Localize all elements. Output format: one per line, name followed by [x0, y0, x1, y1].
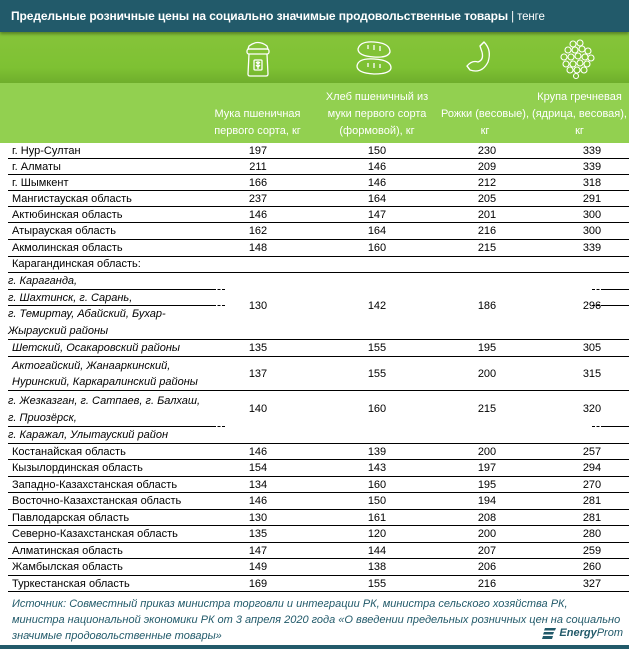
price-horns: 200 [477, 528, 497, 540]
price-flour: 146 [248, 208, 268, 221]
table-row [8, 175, 629, 191]
price-horns: 200 [477, 367, 497, 380]
price-horns: 205 [477, 192, 497, 205]
column-header-row [0, 83, 629, 143]
region-name: Жамбылская область [12, 561, 123, 573]
table-row [8, 391, 629, 444]
table-row [8, 207, 629, 223]
price-horns: 195 [477, 342, 497, 354]
price-buckwheat: 300 [582, 208, 602, 221]
subregion-line: г. Каражал, Улытауский район [8, 429, 169, 441]
subregion-line: г. Жезказган, г. Сатпаев, г. Балхаш, [8, 395, 201, 407]
price-bread: 155 [367, 342, 387, 354]
table-row [8, 559, 629, 576]
region-name: Мангистауская область [12, 192, 132, 205]
price-flour: 134 [248, 478, 268, 491]
region-name: Атырауская область [12, 225, 116, 237]
price-flour: 154 [248, 462, 268, 474]
subregion-line: г. Шахтинск, г. Сарань, [8, 292, 133, 304]
region-name: Павлодарская область [12, 511, 130, 524]
price-flour: 148 [248, 242, 268, 254]
price-horns: 212 [477, 176, 497, 189]
price-bread: 139 [367, 445, 387, 458]
logo-text: Prom [596, 627, 623, 639]
region-name: Туркестанская область [12, 577, 130, 590]
region-name: Кызылординская область [12, 462, 143, 474]
price-bread: 146 [367, 176, 387, 189]
unit-label: | тенге [508, 11, 545, 23]
region-name: Актюбинская область [12, 208, 123, 221]
price-flour: 135 [248, 342, 268, 354]
price-bread: 161 [367, 511, 387, 524]
column-header-bread: Хлеб пшеничный из муки первого сорта (формовой), кг [325, 91, 429, 137]
region-name: Карагандинская область: [12, 258, 141, 270]
table-row [8, 526, 629, 543]
price-buckwheat: 320 [582, 403, 602, 415]
price-flour: 211 [249, 160, 267, 173]
price-horns: 216 [477, 225, 497, 237]
price-buckwheat: 257 [582, 445, 602, 458]
price-buckwheat: 327 [582, 577, 602, 590]
price-flour: 162 [248, 225, 268, 237]
subregion-line: Жырауский районы [8, 325, 109, 337]
energyprom-logo [542, 627, 623, 639]
price-buckwheat: 339 [582, 160, 602, 173]
table-row [8, 477, 629, 493]
price-flour: 135 [248, 528, 268, 540]
price-flour: 130 [248, 511, 268, 524]
price-bread: 146 [367, 160, 387, 173]
buckwheat-icon [555, 36, 599, 80]
subregion-line: г. Темиртау, Абайский, Бухар- [8, 308, 166, 320]
region-name: Восточно-Казахстанская область [12, 495, 182, 507]
price-buckwheat: 280 [582, 528, 602, 540]
price-buckwheat: 300 [582, 225, 602, 237]
region-name: Шетский, Осакаровский районы [12, 342, 181, 354]
price-buckwheat: 260 [582, 561, 602, 573]
table-row [8, 223, 629, 240]
price-flour: 166 [248, 176, 268, 189]
price-horns: 195 [477, 478, 497, 491]
price-bread: 147 [367, 208, 387, 221]
table-row [8, 543, 629, 559]
price-buckwheat: 339 [582, 242, 602, 254]
price-bread: 143 [367, 462, 387, 474]
price-horns: 197 [477, 462, 497, 474]
region-name: Западно-Казахстанская область [12, 478, 178, 491]
region-name: Алматинская область [12, 544, 123, 557]
price-flour: 149 [248, 561, 268, 573]
price-buckwheat: 339 [582, 144, 602, 157]
price-buckwheat: 305 [582, 342, 602, 354]
macaroni-icon [458, 36, 502, 80]
price-flour: 130 [248, 300, 268, 312]
title-bar [0, 0, 629, 32]
price-horns: 209 [477, 160, 497, 173]
price-flour: 197 [248, 144, 268, 157]
table-row [8, 240, 629, 257]
price-bread: 164 [367, 225, 387, 237]
region-name: Северно-Казахстанская область [12, 528, 178, 540]
subregion-line: Актогайский, Жанааркинский, [12, 360, 171, 372]
price-horns: 215 [477, 242, 497, 254]
region-name: г. Нур-Султан [12, 144, 81, 157]
price-horns: 230 [477, 144, 497, 157]
price-horns: 186 [477, 300, 497, 312]
price-horns: 201 [477, 208, 497, 221]
table-row [8, 576, 629, 592]
subregion-line: г. Приозёрск, [8, 412, 77, 424]
table-row [8, 357, 629, 391]
bread-icon [352, 36, 396, 80]
price-bread: 155 [367, 577, 387, 590]
price-horns: 207 [477, 544, 497, 557]
price-horns: 200 [477, 445, 497, 458]
price-bread: 150 [367, 495, 387, 507]
price-bread: 120 [367, 528, 387, 540]
price-bread: 160 [367, 403, 387, 415]
table-row [8, 510, 629, 526]
column-header-buckwheat: Крупа гречневая (ядрица, весовая), кг [532, 91, 627, 137]
price-bread: 160 [367, 478, 387, 491]
price-buckwheat: 315 [582, 367, 602, 380]
price-bread: 160 [367, 242, 387, 254]
table-row [8, 444, 629, 460]
price-buckwheat: 296 [582, 300, 602, 312]
subregion-line: Нуринский, Каркаралинский районы [12, 376, 198, 388]
subregion-line: г. Караганда, [8, 275, 78, 287]
table-row [8, 256, 629, 273]
bottom-bar [0, 645, 629, 649]
price-flour: 146 [248, 495, 268, 507]
price-buckwheat: 294 [582, 462, 602, 474]
price-horns: 194 [477, 495, 497, 507]
price-bread: 138 [367, 561, 387, 573]
logo-mark-icon [542, 628, 556, 639]
price-horns: 206 [477, 561, 497, 573]
price-buckwheat: 259 [582, 544, 602, 557]
page-title [11, 9, 545, 23]
region-name: Акмолинская область [12, 242, 123, 254]
price-bread: 164 [367, 192, 387, 205]
table-row [8, 273, 629, 340]
price-flour: 237 [248, 192, 268, 205]
table-row [8, 460, 629, 477]
price-flour: 147 [248, 544, 268, 557]
price-buckwheat: 270 [582, 478, 602, 491]
column-header-flour: Мука пшеничная первого сорта, кг [214, 108, 301, 137]
price-flour: 140 [248, 403, 268, 415]
price-buckwheat: 318 [582, 176, 602, 189]
price-bread: 144 [367, 544, 387, 557]
table-row [8, 340, 629, 357]
table-row [8, 159, 629, 175]
region-name: г. Алматы [12, 160, 61, 173]
price-buckwheat: 281 [582, 511, 602, 524]
price-flour: 146 [248, 445, 268, 458]
price-bread: 155 [367, 367, 387, 380]
price-flour: 137 [248, 367, 268, 380]
title-text: Предельные розничные цены на социально значимые продовольственные товары [11, 9, 508, 23]
region-name: Костанайская область [12, 445, 126, 458]
price-bread: 150 [367, 144, 387, 157]
price-horns: 216 [477, 577, 497, 590]
price-horns: 208 [477, 511, 497, 524]
price-horns: 215 [477, 403, 497, 415]
logo-text-bold: Energy [559, 627, 597, 639]
table-row [8, 191, 629, 207]
price-flour: 169 [248, 577, 268, 590]
table-row [8, 143, 629, 159]
source-note: Источник: Совместный приказ министра торговли и интеграции РК, министра сельского хозяйства РК, министра национальной экономики РК от 3 апреля 2020 года «О введении предельных розничных цен на социально значимые продовольственные товары» [12, 598, 621, 642]
flour-sack-icon [236, 36, 280, 80]
icon-band [0, 32, 629, 83]
price-buckwheat: 291 [582, 192, 602, 205]
table-row [8, 493, 629, 510]
price-bread: 142 [367, 300, 387, 312]
price-buckwheat: 281 [582, 495, 602, 507]
column-header-horns: Рожки (весовые), кг [440, 108, 530, 137]
region-name: г. Шымкент [12, 176, 69, 189]
